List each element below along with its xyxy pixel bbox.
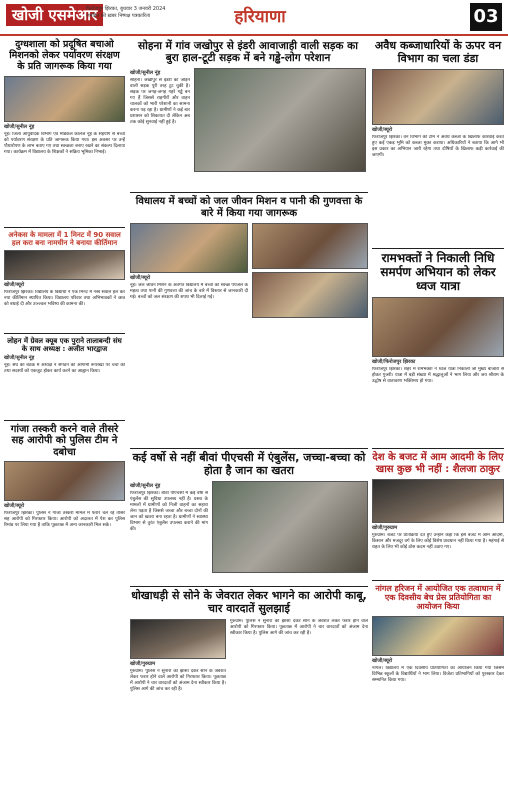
article-photo xyxy=(4,76,125,122)
article-a3-col1 xyxy=(130,68,190,174)
masthead xyxy=(0,0,508,36)
article-a4 xyxy=(372,40,504,205)
article-a11-columns xyxy=(130,619,368,773)
article-photo xyxy=(4,461,125,501)
article-credit: खोजी/सुनील नूंह xyxy=(4,123,35,130)
column-left xyxy=(4,40,125,641)
article-a11-col1 xyxy=(130,619,226,773)
article-body-continued: गुरुग्राम। पुलिस ने सुनारों को झांसा देकर सोने के जेवरात लेकर फरार होने वाले आरोपी को गिरफ्तार किया। पूछताछ में आरोपी ने चार वारदातों को अंजाम देना स्वीकार किया है। पुलिस आगे की जांच कर रही है। xyxy=(230,619,368,637)
article-a8-columns xyxy=(130,481,368,577)
article-headline: देश के बजट में आम आदमी के लिए खास कुछ भी नहीं : शैलजा ठाकुर xyxy=(372,452,504,475)
article-a10 xyxy=(4,424,125,642)
article-a3-photo-col xyxy=(194,68,366,174)
divider xyxy=(372,580,504,581)
article-photo xyxy=(130,223,248,273)
article-headline: विधालय में बच्चों को जल जीवन मिशन व पानी की गुणवत्ता के बारे में किया गया जागरूक xyxy=(135,196,363,219)
section-title: हरियाणा xyxy=(234,7,286,27)
article-photo xyxy=(194,68,366,172)
article-a1 xyxy=(4,40,125,224)
article-headline: दुग्धशाला को प्रदूषित बचाओ मिशनको लेकर पर्यावरण संरक्षण के प्रति जागरूक किया गया xyxy=(9,39,120,72)
article-credit: खोजी/ब्यूरो xyxy=(372,657,393,664)
article-headline: नांगल हरिजन में आयोजित एक तत्वाधान में एक दिवसीय बेच प्रेस प्रतियोगिता का आयोजन किया xyxy=(375,584,501,612)
article-a5-columns xyxy=(130,223,368,395)
article-body: फिरोजपुर झिरका। विद्यालय के विद्यार्थी ने एक मिनट में नब्बे सवाल हल कर नया कीर्तिमान स्थापित किया। विद्यालय परिवार तथा अभिभावकों ने छात्र को बधाई दी और उज्ज्वल भविष्य की कामना की। xyxy=(4,289,125,307)
article-a2 xyxy=(4,231,125,330)
dateline-date: फिरोजपुर झिरका, बुधवार 3 जनवरी 2024 xyxy=(86,6,166,12)
article-a7 xyxy=(4,337,125,417)
article-body: सोहना। जखोपुर से इंडरी को जोड़ने वाली सड़क पूरी तरह टूट चुकी है। सड़क पर जगह-जगह गहरे गड्ढे बन गए हैं जिससे राहगीरों और वाहन चालकों को भारी परेशानी का सामना करना पड़ रहा है। ग्रामीणों ने कई बार प्रशासन को शिकायत दी लेकिन अब तक कोई सुनवाई नहीं हुई है। xyxy=(130,78,190,126)
article-a3 xyxy=(130,40,366,174)
article-photo xyxy=(372,616,504,656)
article-a9 xyxy=(372,448,504,589)
article-headline: सोहना में गांव जखोपुर से इंडरी आवाजाही वाली सड़क का बुरा हाल-टूटी सड़क में बने गड्ढे-लोग परेशान xyxy=(138,40,358,65)
article-a11 xyxy=(130,586,368,773)
article-photo xyxy=(372,69,504,125)
article-a8-photo-col xyxy=(212,481,368,577)
article-headline: अवैध कब्जाधारियों के ऊपर वन विभाग का चला डंडा xyxy=(374,39,502,65)
article-credit: खोजी/ब्यूरो xyxy=(372,127,393,134)
newspaper-brand: खोजी एसमेआर xyxy=(6,4,103,26)
article-credit: खोजी/ब्यूरो xyxy=(4,503,25,510)
article-a3-columns xyxy=(130,68,366,174)
article-body: नूंह। संघ की बैठक में अध्यक्ष ने संगठन की आगामी रूपरेखा पर चर्चा की तथा सदस्यों को एकजुट होकर कार्य करने का आह्वान किया। xyxy=(4,362,125,374)
divider xyxy=(372,448,504,449)
article-photo xyxy=(252,223,368,269)
article-photo xyxy=(212,481,368,573)
article-headline: लोहन में ग्रेवल क्यूब एक पुराने तालाबन्दी संघ के साथ अध्यक्ष : अजीत भारद्वाज xyxy=(7,336,122,353)
article-body: नूंह। जल जीवन मिशन के अंतर्गत विद्यालय में बच्चों को स्वच्छ पेयजल के महत्व तथा पानी की गुणवत्ता की जांच के बारे में विस्तार से जानकारी दी गई। बच्चों को जल संरक्षण की शपथ भी दिलाई गई। xyxy=(130,283,248,300)
article-a5-col2 xyxy=(252,223,368,395)
page-number: 03 xyxy=(470,3,502,31)
article-photo xyxy=(372,479,504,523)
article-a12 xyxy=(372,580,504,778)
divider xyxy=(130,586,368,587)
divider xyxy=(4,420,125,421)
article-credit: खोजी/फिरोजपुर झिरका xyxy=(372,359,416,366)
article-a11-col2 xyxy=(230,619,368,773)
article-credit: खोजी/ब्यूरो xyxy=(4,281,25,288)
article-body: फिरोजपुर झिरका। वन विभाग की टीम ने अवैध कब्जों के खिलाफ कार्रवाई करते हुए कई एकड़ भूमि को कब्जा मुक्त कराया। अधिकारियों ने बताया कि आगे भी इस प्रकार का अभियान जारी रहेगा तथा दोषियों के खिलाफ कड़ी कार्रवाई की जाएगी। xyxy=(372,135,504,159)
article-headline: रामभक्तों ने निकाली निधि समर्पण अभियान को लेकर ध्वज यात्रा xyxy=(380,251,496,293)
article-photo xyxy=(130,619,226,659)
dateline-tagline: जनहित की ख़बर निष्पक्ष पत्रकारिता xyxy=(86,13,151,19)
article-body: फिरोजपुर झिरका। शहर में रामभक्तों ने ध्वज यात्रा निकाली जो मुख्य बाजारों से होकर गुजरी। यात्रा में बड़ी संख्या में श्रद्धालुओं ने भाग लिया और जय श्रीराम के उद्घोष से वातावरण भक्तिमय हो गया। xyxy=(372,367,504,385)
article-body: गुरुग्राम। पुलिस ने सुनारों को झांसा देकर सोने के जेवरात लेकर फरार होने वाले आरोपी को गिरफ्तार किया। पूछताछ में आरोपी ने चार वारदातों को अंजाम देना स्वीकार किया है। पुलिस आगे की जांच कर रही है। xyxy=(130,669,226,693)
article-body: फिरोजपुर झिरका। पुलिस ने गांजा तस्करी मामले में फरार चल रहे तीसरे सह आरोपी को गिरफ्तार किया। आरोपी को अदालत में पेश कर पुलिस रिमांड पर लिया गया है ताकि पूछताछ में अन्य जानकारी मिल सके। xyxy=(4,511,125,529)
article-credit: खोजी/सुनील नूंह xyxy=(4,354,35,361)
divider xyxy=(4,333,125,334)
article-photo xyxy=(4,250,125,280)
article-photo xyxy=(252,272,368,318)
article-headline: धोखाधड़ी से सोने के जेवरात लेकर भागने का आरोपी काबू, चार वारदातें सुलझाई xyxy=(131,589,367,615)
article-a8 xyxy=(130,448,368,577)
article-a5-col1 xyxy=(130,223,248,395)
divider xyxy=(130,448,368,449)
dateline xyxy=(86,6,206,20)
divider xyxy=(130,192,368,193)
article-credit: खोजी/गुरुग्राम xyxy=(372,525,398,531)
article-body: नांगल। विद्यालय में एक दिवसीय प्रतियोगिता का आयोजन किया गया जिसमें विभिन्न स्कूलों के विद्यार्थियों ने भाग लिया। विजेता प्रतिभागियों को पुरस्कार देकर सम्मानित किया गया। xyxy=(372,665,504,683)
article-body: नूंह। जिला आयुर्वेदिक विभाग एवं मेडिकल कॉलेज नूंह के सहयोग से बच्चों को पर्यावरण संरक्षण के प्रति जागरूक किया गया। इस अवसर पर उन्हें पौधारोपण के लाभ बताए गए तथा स्वच्छता बनाए रखने का संकल्प दिलाया गया। कार्यक्रम में विद्यालय के शिक्षकों ने सक्रिय भूमिका निभाई। xyxy=(4,131,125,155)
article-a8-col1 xyxy=(130,481,208,577)
article-body: गुरुग्राम। बजट पर प्रतिक्रिया देते हुए उन्होंने कहा कि इस बजट में आम आदमी, किसान और मजदूर वर्ग के लिए कोई विशेष प्रावधान नहीं किया गया है। महंगाई से राहत के लिए भी कोई ठोस कदम नहीं उठाए गए। xyxy=(372,533,504,550)
article-credit: खोजी/गुरुग्राम xyxy=(130,661,156,668)
divider xyxy=(4,227,125,228)
article-credit: खोजी/ब्यूरो xyxy=(130,275,151,281)
article-body: फिरोजपुर झिरका। बीवां पीएचसी में कई वर्षों से एंबुलेंस की सुविधा उपलब्ध नहीं है। प्रसव के मामलों में ग्रामीणों को निजी वाहनों का सहारा लेना पड़ता है जिससे जच्चा और बच्चा दोनों की जान को खतरा बना रहता है। ग्रामीणों ने स्वास्थ्य विभाग से तुरंत एंबुलेंस उपलब्ध कराने की मांग की। xyxy=(130,491,208,533)
article-a5 xyxy=(130,192,368,395)
article-headline: अनेकस के मामला में 1 मिनट में 90 सवाल हल करा बना नामचीन ने बनाया कीर्तिमान xyxy=(8,230,121,247)
article-headline: गांजा तस्करी करने वाले तीसरे सह आरोपी को पुलिस टीम ने दबोचा xyxy=(10,423,119,458)
article-headline: कई वर्षो से नहीं बीवां पीएचसी में एंबुलेंस, जच्चा-बच्चा को होता है जान का खतरा xyxy=(132,451,366,477)
article-credit: खोजी/सुनील नूंह xyxy=(130,483,161,490)
article-photo xyxy=(372,297,504,357)
divider xyxy=(372,248,504,249)
article-credit: खोजी/सुनील नूंह xyxy=(130,70,161,77)
